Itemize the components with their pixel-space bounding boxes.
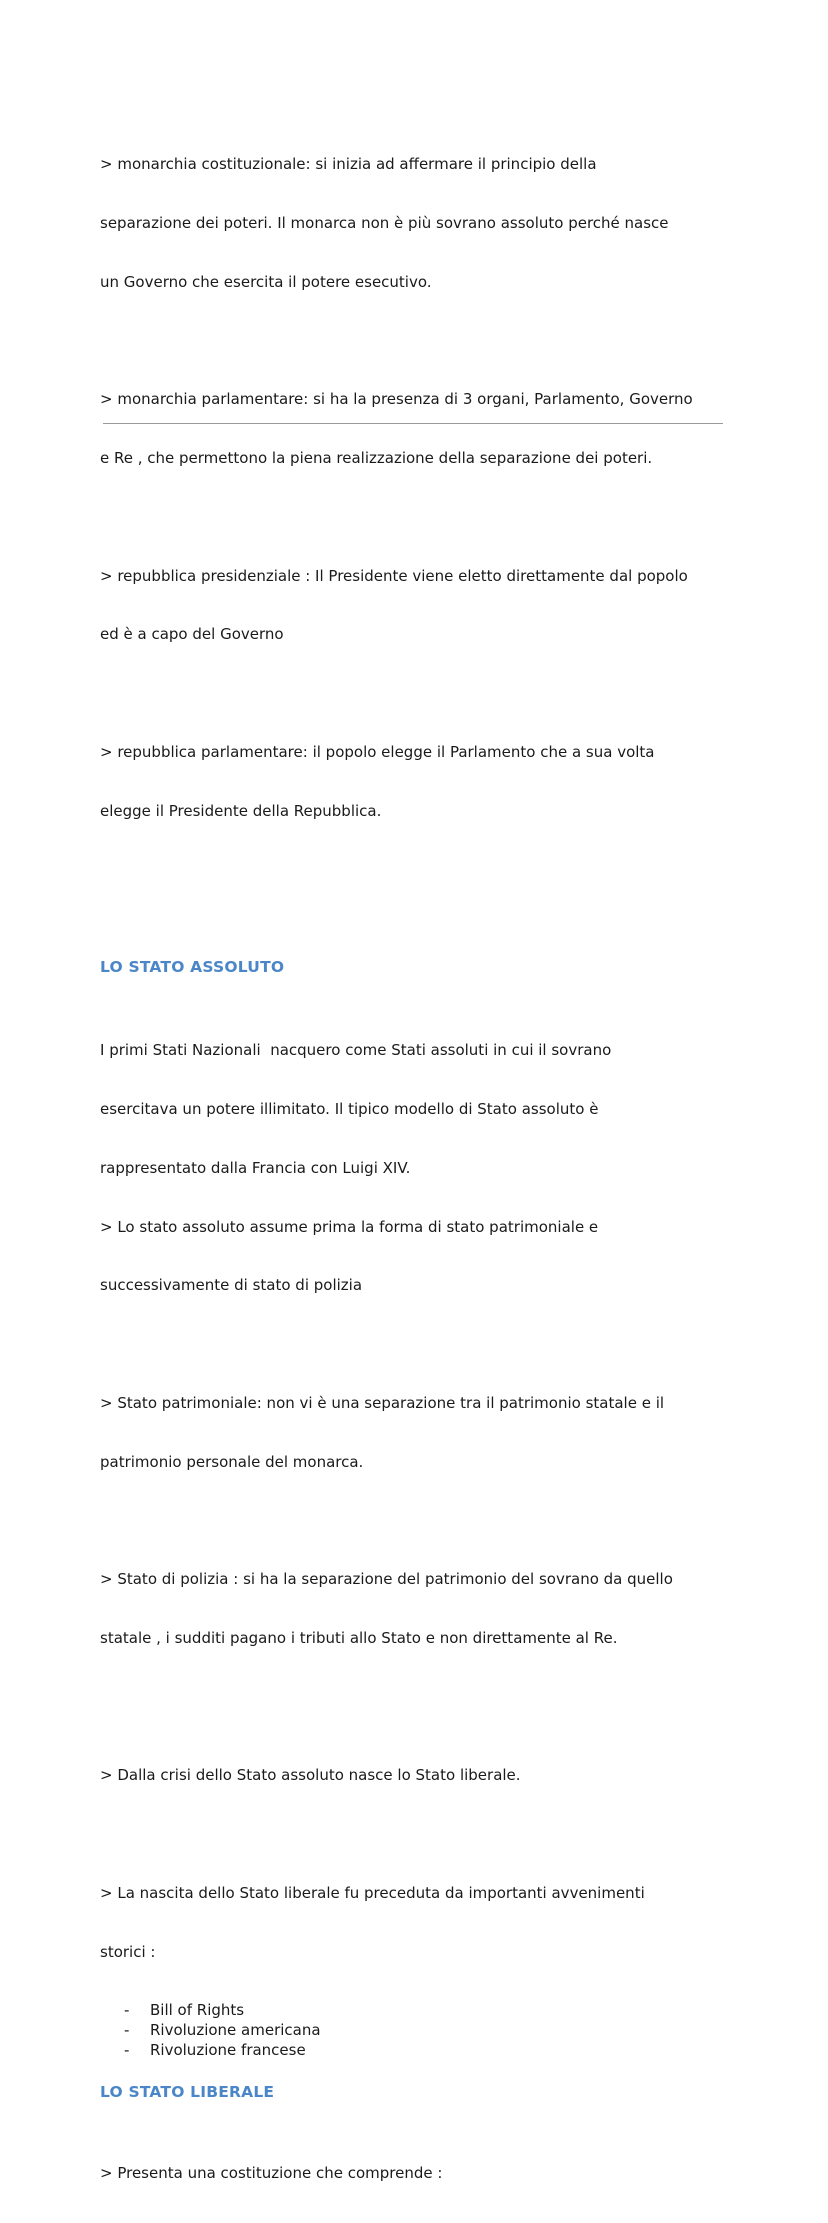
list-item-text: Rivoluzione americana [150,2021,321,2040]
text-line: > Stato patrimoniale: non vi è una separazione tra il patrimonio statale e il [100,1394,665,1413]
list-item [100,2041,725,2061]
text-line: patrimonio personale del monarca. [100,1452,364,1471]
list-dash: - [124,2001,130,2020]
list-item-text: Rivoluzione francese [150,2040,306,2059]
text-line: un Governo che esercita il potere esecutivo. [100,272,432,291]
list-dash: - [124,2021,130,2040]
text-line: separazione dei poteri. Il monarca non è più sovrano assoluto perché nasce [100,213,669,232]
text-line: elegge il Presidente della Repubblica. [100,801,382,820]
text-line: statale , i sudditi pagano i tributi allo Stato e non direttamente al Re. [100,1629,618,1648]
text-line: > Lo stato assoluto assume prima la forma di stato patrimoniale e [100,1217,599,1236]
paragraph-stato-di-polizia [100,1531,725,1688]
text-line: > La nascita dello Stato liberale fu preceduta da importanti avvenimenti [100,1883,645,1902]
list-item-text: Bill of Rights [150,2001,245,2020]
text-line: > repubblica parlamentare: il popolo elegge il Parlamento che a sua volta [100,743,655,761]
heading-stato-liberale: LO STATO LIBERALE [100,2083,275,2102]
paragraph-nascita-stato-liberale [100,1845,725,2002]
paragraph-stato-patrimoniale [100,1355,725,1512]
paragraph-repubblica-presidenziale [100,527,725,684]
document-page [100,116,725,2223]
text-line: I primi Stati Nazionali nacquero come Stati assoluti in cui il sovrano [100,1041,612,1060]
paragraph-crisi-stato-assoluto [100,1727,725,1825]
text-line: > repubblica presidenziale : Il Presidente viene eletto direttamente dal popolo [100,566,688,585]
text-line: > Dalla crisi dello Stato assoluto nasce lo Stato liberale. [100,1766,521,1785]
text-line: > monarchia costituzionale: si inizia ad affermare il principio della [100,155,597,174]
text-line: > Presenta una costituzione che comprende : [100,2164,443,2182]
text-line: e Re , che permettono la piena realizzazione della separazione dei poteri. [100,449,653,468]
text-line: ed è a capo del Governo [100,625,284,644]
text-line: successivamente di stato di polizia [100,1276,363,1295]
section-divider [103,423,723,424]
text-line: rappresentato dalla Francia con Luigi XIV. [100,1158,411,1177]
paragraph-costituzione [100,2125,725,2223]
paragraph-monarchia-costituzionale [100,116,725,332]
list-dash: - [124,2040,130,2059]
list-item [100,2021,725,2041]
text-line: > monarchia parlamentare: si ha la presenza di 3 organi, Parlamento, Governo [100,390,693,409]
historical-events-list [100,2001,725,2060]
list-item [100,2001,725,2021]
text-line: esercitava un potere illimitato. Il tipico modello di Stato assoluto è [100,1100,599,1119]
text-line: storici : [100,1942,156,1961]
heading-stato-assoluto: LO STATO ASSOLUTO [100,957,285,976]
paragraph-repubblica-parlamentare [100,704,725,861]
paragraph-monarchia-parlamentare [100,351,725,508]
text-line: > Stato di polizia : si ha la separazione del patrimonio del sovrano da quello [100,1570,673,1589]
